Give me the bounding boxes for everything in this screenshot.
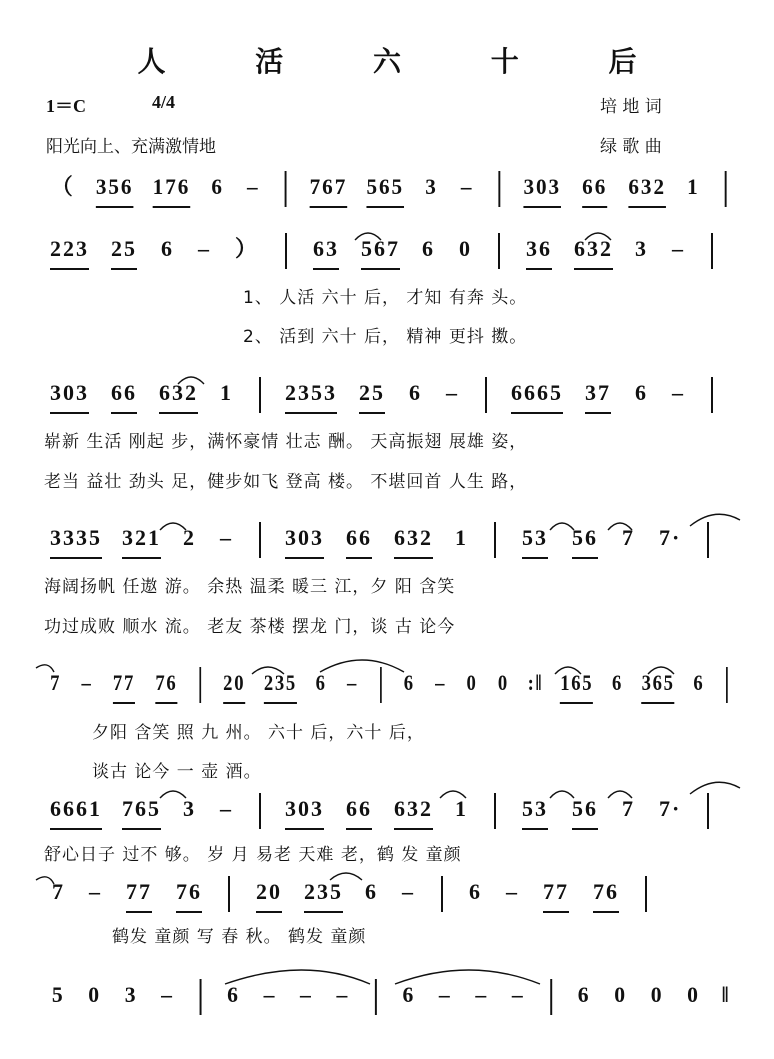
- note-group: 3: [635, 236, 649, 261]
- note-group: 1: [455, 525, 468, 550]
- lyric-line: 老当 益壮 劲头 足，健步如飞 登高 楼。 不堪回首 人生 路，: [44, 472, 528, 492]
- note-group: 6: [315, 670, 327, 695]
- note-group: –: [346, 670, 358, 695]
- staff-line-5: [40, 664, 705, 702]
- barline: [441, 876, 443, 912]
- note-group: 0: [650, 982, 664, 1007]
- staff-line-2: [40, 230, 740, 268]
- lyric-line: 功过成败 顺水 流。 老友 茶楼 摆龙 门，谈 古 论今: [44, 617, 456, 637]
- lyric-line: 1、 人活 六十 后， 才知 有奔 头。: [243, 288, 528, 308]
- note-group: 0: [459, 236, 473, 261]
- note-group: 76: [155, 664, 177, 704]
- note-group: 7: [52, 879, 65, 904]
- note-group: 6: [469, 879, 482, 904]
- note-group: 76: [593, 873, 619, 913]
- barline: [707, 793, 709, 829]
- lyric-line: 鹤发 童颜 写 春 秋。 鹤发 童颜: [112, 927, 367, 947]
- barline: [285, 233, 287, 269]
- note-group: 7: [622, 796, 635, 821]
- note-group: 632: [394, 519, 433, 559]
- note-group: ）: [235, 236, 260, 261]
- note-group: 6: [161, 236, 174, 261]
- staff-line-3: [40, 374, 740, 412]
- lyric-line: 海阔扬帆 任遨 游。 余热 温柔 暖三 江，夕 阳 含笑: [44, 577, 456, 597]
- note-group: 2353: [285, 374, 337, 414]
- barline: [494, 793, 496, 829]
- barline: [550, 979, 552, 1015]
- note-group: 77: [113, 664, 135, 704]
- key-signature: 1＝C: [46, 96, 86, 116]
- lyric-line: 2、 活到 六十 后， 精神 更抖 擞。: [243, 327, 528, 347]
- note-group: 235: [304, 873, 343, 913]
- barline: [199, 667, 201, 703]
- note-group: 37: [585, 374, 611, 414]
- note-group: –: [435, 670, 447, 695]
- note-group: 235: [264, 664, 297, 704]
- note-group: 3335: [50, 519, 102, 559]
- note-group: 53: [522, 519, 548, 559]
- note-group: 6: [577, 982, 591, 1007]
- staff-line-6: [40, 790, 740, 828]
- barline: [498, 171, 500, 207]
- note-group: 1: [220, 380, 233, 405]
- note-group: –: [263, 982, 277, 1007]
- note-group: 66: [111, 374, 137, 414]
- lyric-line: 谈古 论今 一 壶 酒。: [92, 762, 262, 782]
- note-group: 632: [628, 168, 666, 208]
- note-group: 7·: [659, 525, 682, 550]
- barline: [645, 876, 647, 912]
- note-group: 1: [455, 796, 468, 821]
- lyricist-credit: 培 地 词: [600, 97, 662, 117]
- note-group: –: [336, 982, 350, 1007]
- barline: [711, 233, 713, 269]
- note-group: –: [672, 236, 686, 261]
- barline: [259, 793, 261, 829]
- note-group: 321: [122, 519, 161, 559]
- note-group: –: [89, 879, 102, 904]
- note-group: –: [438, 982, 452, 1007]
- note-group: 356: [96, 168, 134, 208]
- note-group: 765: [122, 790, 161, 830]
- note-group: 0: [88, 982, 102, 1007]
- barline: [725, 171, 727, 207]
- note-group: 2: [183, 525, 196, 550]
- note-group: 76: [176, 873, 202, 913]
- note-group: –: [300, 982, 313, 1007]
- note-group: –: [220, 796, 233, 821]
- note-group: 53: [522, 790, 548, 830]
- note-group: 0: [497, 670, 509, 695]
- lyric-line: 崭新 生活 刚起 步，满怀豪情 壮志 酬。 天高振翅 展雄 姿，: [44, 432, 528, 452]
- staff-line-7: [40, 873, 740, 911]
- staff-line-1: [40, 168, 714, 206]
- lyric-line: 夕阳 含笑 照 九 州。 六十 后，六十 后，: [92, 723, 425, 743]
- staff-line-4: [40, 519, 740, 557]
- note-group: 565: [366, 168, 404, 208]
- end-barline: :‖: [527, 670, 544, 695]
- note-group: 56: [572, 790, 598, 830]
- note-group: 25: [359, 374, 385, 414]
- note-group: –: [672, 380, 685, 405]
- note-group: 632: [394, 790, 433, 830]
- barline: [228, 876, 230, 912]
- barline: [494, 522, 496, 558]
- note-group: 5: [51, 982, 65, 1007]
- staff-line-8: [40, 976, 730, 1014]
- note-group: 7·: [659, 796, 682, 821]
- note-group: 303: [285, 519, 324, 559]
- note-group: 0: [687, 982, 700, 1007]
- note-group: 66: [346, 790, 372, 830]
- note-group: 632: [574, 230, 613, 270]
- barline: [259, 522, 261, 558]
- note-group: 0: [614, 982, 628, 1007]
- note-group: 63: [313, 230, 339, 270]
- note-group: 176: [153, 168, 191, 208]
- note-group: 6: [365, 879, 378, 904]
- note-group: 0: [466, 670, 478, 695]
- note-group: 303: [523, 168, 561, 208]
- note-group: 36: [526, 230, 552, 270]
- note-group: 303: [285, 790, 324, 830]
- composer-credit: 绿 歌 曲: [600, 137, 662, 157]
- note-group: 77: [126, 873, 152, 913]
- barline: [711, 377, 713, 413]
- note-group: –: [475, 982, 489, 1007]
- lyric-line: 舒心日子 过不 够。 岁 月 易老 天难 老，鹤 发 童颜: [44, 845, 462, 865]
- barline: [375, 979, 377, 1015]
- note-group: –: [446, 380, 459, 405]
- note-group: 20: [256, 873, 282, 913]
- barline: [200, 979, 202, 1015]
- note-group: 7: [622, 525, 635, 550]
- note-group: （: [51, 174, 75, 199]
- note-group: 223: [50, 230, 89, 270]
- note-group: 3: [124, 982, 138, 1007]
- note-group: –: [81, 670, 93, 695]
- time-signature: 4/4: [152, 92, 176, 112]
- note-group: 6: [635, 380, 648, 405]
- note-group: 632: [159, 374, 198, 414]
- barline: [707, 522, 709, 558]
- note-group: 6: [409, 380, 422, 405]
- note-group: 20: [223, 664, 245, 704]
- song-title: 人 活 六 十 后: [137, 45, 677, 78]
- barline: [259, 377, 261, 413]
- note-group: 77: [543, 873, 569, 913]
- barline: [380, 667, 382, 703]
- note-group: 767: [310, 168, 348, 208]
- end-barline: ‖: [721, 982, 731, 1007]
- note-group: 66: [346, 519, 372, 559]
- note-group: –: [506, 879, 519, 904]
- note-group: 567: [361, 230, 400, 270]
- note-group: 6: [227, 982, 240, 1007]
- note-group: –: [402, 879, 415, 904]
- note-group: 6: [422, 236, 436, 261]
- barline: [726, 667, 728, 703]
- note-group: 6: [693, 670, 705, 695]
- note-group: 3: [183, 796, 196, 821]
- note-group: –: [460, 174, 474, 199]
- barline: [285, 171, 287, 207]
- expression-mark: 阳光向上、充满激情地: [46, 137, 216, 157]
- note-group: 3: [425, 174, 438, 199]
- note-group: –: [198, 236, 211, 261]
- note-group: 165: [560, 664, 593, 704]
- note-group: –: [247, 174, 260, 199]
- note-group: 56: [572, 519, 598, 559]
- note-group: 1: [687, 174, 700, 199]
- note-group: 303: [50, 374, 89, 414]
- note-group: 6: [402, 982, 416, 1007]
- note-group: 6665: [511, 374, 563, 414]
- note-group: 6: [403, 670, 415, 695]
- note-group: 365: [642, 664, 675, 704]
- note-group: 6661: [50, 790, 102, 830]
- note-group: 6: [611, 670, 623, 695]
- note-group: 6: [211, 174, 224, 199]
- note-group: –: [220, 525, 233, 550]
- note-group: 66: [582, 168, 607, 208]
- barline: [498, 233, 500, 269]
- note-group: –: [511, 982, 525, 1007]
- note-group: 25: [111, 230, 137, 270]
- note-group: 7: [50, 670, 62, 695]
- barline: [485, 377, 487, 413]
- note-group: –: [161, 982, 174, 1007]
